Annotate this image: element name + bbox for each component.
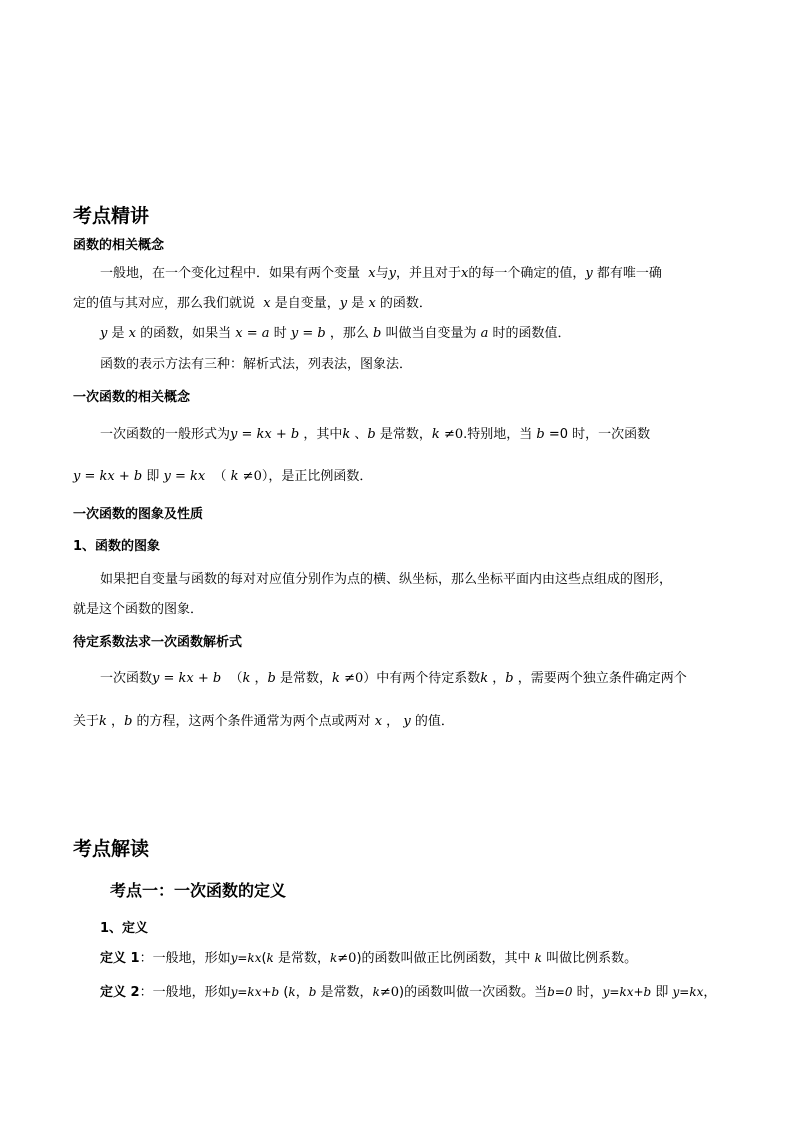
paragraph-proportional-function: y = kx + b 即 y = kx （ k ≠0），是正比例函数． [73, 469, 373, 484]
paragraph-function-value: y 是 x 的函数，如果当 x = a 时 y = b ，那么 b 叫做当自变量为 a 时的函数值． [100, 326, 571, 341]
paragraph-linear-general-form: 一次函数的一般形式为y = kx + b ，其中k 、b 是常数，k ≠0.特别地，当 b =0 时，一次函数 [100, 427, 651, 442]
paragraph-definition-1: 定义 1：一般地，形如y=kx(k 是常数，k≠0)的函数叫做正比例函数，其中 k 叫做比例系数。 [100, 951, 638, 966]
heading-linear-function-concepts: 一次函数的相关概念 [73, 390, 191, 405]
paragraph-graph-definition-line2: 就是这个函数的图象． [73, 602, 204, 617]
paragraph-graph-definition-line1: 如果把自变量与函数的每对对应值分别作为点的横、纵坐标，那么坐标平面内由这些点组成的图形， [100, 572, 673, 587]
paragraph-undetermined-line2: 关于k ，b 的方程，这两个条件通常为两个点或两对 x ， y 的值． [73, 714, 454, 729]
heading-linear-graph-properties: 一次函数的图象及性质 [73, 507, 204, 522]
paragraph-function-definition-line1: 一般地，在一个变化过程中．如果有两个变量 x与y，并且对于x的每一个确定的值，y 都有唯一确 [100, 266, 662, 281]
section-title-key-points: 考点精讲 [73, 205, 150, 227]
paragraph-function-definition-line2: 定的值与其对应，那么我们就说 x 是自变量，y 是 x 的函数． [73, 296, 432, 311]
paragraph-representation-methods: 函数的表示方法有三种：解析式法，列表法，图象法． [100, 357, 413, 372]
heading-function-concepts: 函数的相关概念 [73, 238, 165, 253]
heading-definition: 1、定义 [100, 921, 149, 936]
heading-point-one: 考点一：一次函数的定义 [110, 881, 287, 900]
heading-undetermined-coefficients: 待定系数法求一次函数解析式 [73, 635, 243, 650]
paragraph-undetermined-line1: 一次函数y = kx + b （k ，b 是常数，k ≠0）中有两个待定系数k ，b ，需要两个独立条件确定两个 [100, 671, 687, 686]
section-title-interpretation: 考点解读 [73, 838, 150, 860]
heading-function-graph: 1、函数的图象 [73, 539, 161, 554]
paragraph-definition-2: 定义 2：一般地，形如y=kx+b (k，b 是常数，k≠0)的函数叫做一次函数。当b=0 时，y=kx+b 即 y=kx， [100, 985, 717, 1000]
